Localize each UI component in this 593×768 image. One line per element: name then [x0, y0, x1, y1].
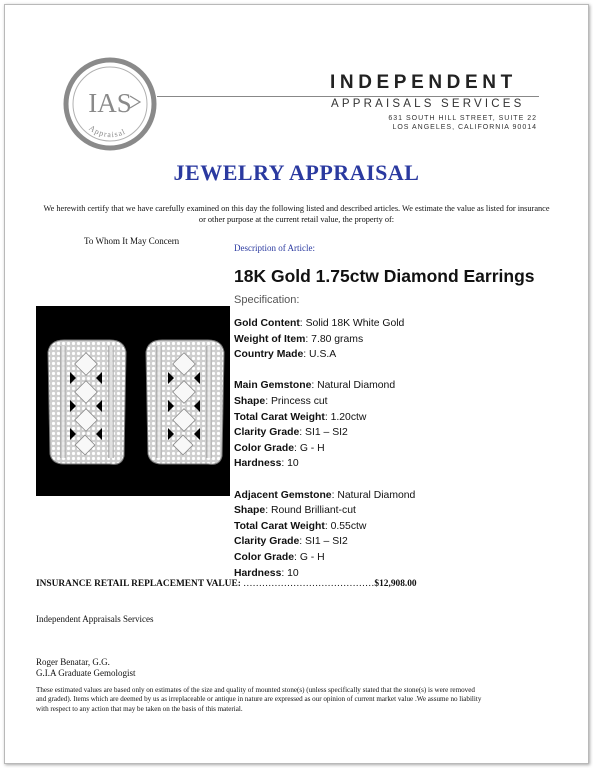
spec-spacer [234, 363, 415, 379]
company-name: INDEPENDENT [330, 72, 517, 93]
address-line-2: LOS ANGELES, CALIFORNIA 90014 [392, 124, 537, 131]
company-subtitle: APPRAISALS SERVICES [331, 98, 525, 110]
spec-row: Adjacent Gemstone: Natural Diamond [234, 489, 416, 501]
disclaimer: These estimated values are based only on estimates of the size and quality of mounted stone(s) (unless specifically stated that the stone(s) is were removed and graded). Items which are deemed by us as irreplaceable or antique in nature are expressed as our opinion of current market value .We assume no liability with respect to any action that may be taken on the basis of this material. [36, 686, 482, 713]
signer-name: Roger Benatar, G.G. [36, 657, 110, 667]
right-earring [146, 340, 224, 464]
appraiser-company: Independent Appraisals Services [36, 614, 154, 624]
spec-row: Gold Content: Solid 18K White Gold [234, 318, 405, 329]
spec-spacer [234, 472, 415, 488]
specification-label: Specification: [234, 294, 300, 306]
signer-title: G.I.A Graduate Gemologist [36, 668, 136, 678]
recipient: To Whom It May Concern [84, 236, 180, 246]
spec-row: Hardness: 10 [234, 567, 299, 579]
earrings-photo [36, 306, 230, 496]
header-divider [157, 96, 539, 97]
insurance-value [36, 579, 417, 589]
spec-row: Total Carat Weight: 1.20ctw [234, 411, 367, 423]
spec-row: Country Made: U.S.A [234, 349, 337, 361]
document-title: JEWELRY APPRAISAL [173, 160, 420, 185]
spec-row: Shape: Round Brilliant-cut [234, 505, 356, 517]
spec-row: Main Gemstone: Natural Diamond [234, 380, 396, 392]
insurance-dots: …………………………………… [240, 579, 375, 589]
spec-row: Shape: Princess cut [234, 395, 328, 407]
logo-ring-text: Appraisal [87, 123, 128, 140]
description-label: Description of Article: [234, 243, 315, 253]
insurance-amount: $12,908.00 [374, 579, 417, 589]
ias-logo [62, 56, 158, 152]
logo-monogram: IAS [88, 88, 132, 118]
spec-row: Clarity Grade: SI1 – SI2 [234, 536, 348, 548]
insurance-label: INSURANCE RETAIL REPLACEMENT VALUE: [36, 579, 241, 589]
spec-row: Color Grade: G - H [234, 442, 325, 454]
spec-row: Hardness: 10 [234, 458, 299, 470]
spec-row: Color Grade: G - H [234, 551, 325, 563]
address-line-1: 631 SOUTH HILL STREET, SUITE 22 [388, 115, 537, 122]
left-earring [48, 340, 126, 464]
spec-row: Weight of Item: 7.80 grams [234, 333, 364, 345]
specification-list [234, 316, 415, 581]
certification-text: We herewith certify that we have carefully examined on this day the following listed and described articles. We estimate the value as listed for insurance or other purpose at the current retail value, the property of: [43, 204, 550, 224]
spec-row: Total Carat Weight: 0.55ctw [234, 520, 367, 532]
item-title: 18K Gold 1.75ctw Diamond Earrings [234, 266, 535, 286]
spec-row: Clarity Grade: SI1 – SI2 [234, 427, 348, 439]
